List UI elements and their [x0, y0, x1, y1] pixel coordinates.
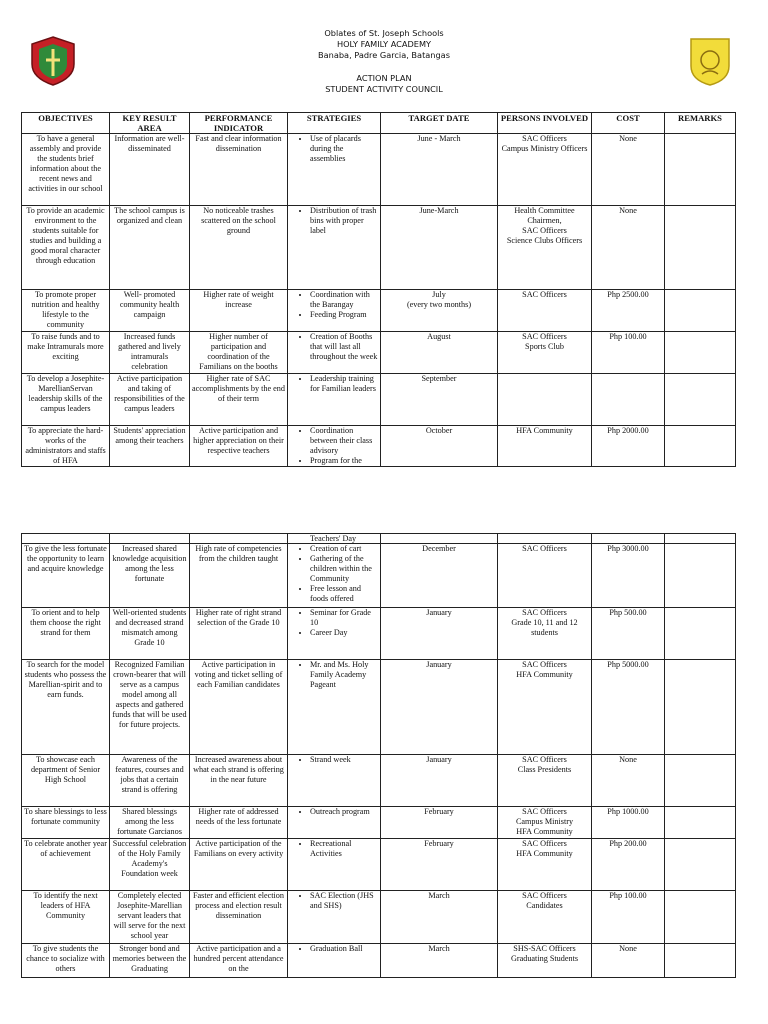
- table-row: [22, 839, 736, 891]
- performance-indicator-cell: Higher rate of SAC accomplishments by the end of their term: [190, 374, 288, 426]
- strategies-cell: [288, 944, 381, 978]
- strategy-item: • SAC Election (JHS and SHS): [310, 891, 378, 911]
- strategies-cell: [288, 332, 381, 374]
- person-line: HFA Community: [516, 849, 573, 858]
- person-line: Campus Ministry Officers: [501, 144, 588, 153]
- strategy-item: • Free lesson and foods offered: [310, 584, 378, 604]
- strategy-item: • Leadership training for Familian leaders: [310, 374, 378, 394]
- persons-involved-cell: [498, 755, 592, 807]
- date-line: December: [422, 544, 456, 553]
- strategies-cell: [288, 134, 381, 206]
- strategies-cell: [288, 544, 381, 608]
- cost-cell: None: [592, 134, 665, 206]
- target-date-cell: [381, 891, 498, 944]
- objective-cell: To provide an academic environment to the students suitable for studies and building a good moral character through education: [22, 206, 110, 290]
- person-line: Grade 10, 11 and 12 students: [511, 618, 578, 637]
- document-header: [0, 28, 768, 95]
- key-result-area-cell: Active participation and taking of responsibilities of the campus leaders: [110, 374, 190, 426]
- persons-involved-cell: [498, 660, 592, 755]
- performance-indicator-cell: Higher number of participation and coordination of the Familians on the booths: [190, 332, 288, 374]
- remarks-cell: [665, 332, 736, 374]
- person-line: SAC Officers: [522, 290, 567, 299]
- person-line: Health Committee Chairmen,: [514, 206, 575, 225]
- target-date-cell: [381, 755, 498, 807]
- strategy-item: • Feeding Program: [310, 310, 378, 320]
- performance-indicator-cell: Higher rate of right strand selection of the Grade 10: [190, 608, 288, 660]
- col-header: OBJECTIVES: [22, 113, 110, 134]
- cost-cell: [592, 374, 665, 426]
- date-line: January: [426, 608, 452, 617]
- performance-indicator-cell: High rate of competencies from the children taught: [190, 544, 288, 608]
- target-date-cell: [381, 660, 498, 755]
- school-name: HOLY FAMILY ACADEMY: [336, 39, 432, 49]
- strategies-cell: [288, 807, 381, 839]
- cost-cell: Php 100.00: [592, 332, 665, 374]
- person-line: HFA Community: [516, 827, 573, 836]
- strategy-item: • Gathering of the children within the Community: [310, 554, 378, 584]
- table-row: [22, 374, 736, 426]
- objective-cell: To identify the next leaders of HFA Community: [22, 891, 110, 944]
- objective-cell: To search for the model students who possess the Marellian-spirit and to earn funds.: [22, 660, 110, 755]
- date-line: June-March: [419, 206, 459, 215]
- date-line: February: [424, 839, 454, 848]
- school-seal-logo: [30, 36, 76, 86]
- person-line: SHS-SAC Officers: [513, 944, 576, 953]
- persons-involved-cell: [498, 608, 592, 660]
- cost-cell: Php 100.00: [592, 891, 665, 944]
- strategy-item: • Program for the: [310, 456, 378, 466]
- objective-cell: To appreciate the hard-works of the administrators and staffs of HFA: [22, 426, 110, 467]
- table-row: [22, 755, 736, 807]
- key-result-area-cell: Awareness of the features, courses and jobs that a certain strand is offering: [110, 755, 190, 807]
- objective-cell: To celebrate another year of achievement: [22, 839, 110, 891]
- org-name: Oblates of St. Joseph Schools: [324, 28, 444, 38]
- objective-cell: To raise funds and to make Intramurals more exciting: [22, 332, 110, 374]
- persons-involved-cell: [498, 374, 592, 426]
- cost-cell: Php 1000.00: [592, 807, 665, 839]
- remarks-cell: [665, 660, 736, 755]
- table-row: [22, 426, 736, 467]
- remarks-cell: [665, 755, 736, 807]
- date-line: October: [425, 426, 453, 435]
- strategy-item: • Mr. and Ms. Holy Family Academy Pageant: [310, 660, 378, 690]
- cost-cell: Php 2000.00: [592, 426, 665, 467]
- date-line: January: [426, 660, 452, 669]
- target-date-cell: [381, 332, 498, 374]
- person-line: SAC Officers: [522, 134, 567, 143]
- strategy-item: • Recreational Activities: [310, 839, 378, 859]
- date-line: March: [428, 944, 450, 953]
- person-line: SAC Officers: [522, 755, 567, 764]
- document-subtitle: STUDENT ACTIVITY COUNCIL: [325, 84, 443, 94]
- remarks-cell: [665, 426, 736, 467]
- person-line: SAC Officers: [522, 332, 567, 341]
- key-result-area-cell: Successful celebration of the Holy Family Academy's Foundation week: [110, 839, 190, 891]
- council-logo: [688, 36, 732, 86]
- remarks-cell: [665, 807, 736, 839]
- person-line: SAC Officers: [522, 660, 567, 669]
- cost-cell: None: [592, 206, 665, 290]
- cost-cell: Php 3000.00: [592, 544, 665, 608]
- target-date-cell: [381, 290, 498, 332]
- strategies-cell: [288, 206, 381, 290]
- remarks-cell: [665, 608, 736, 660]
- performance-indicator-cell: Fast and clear information dissemination: [190, 134, 288, 206]
- key-result-area-cell: Shared blessings among the less fortunate Garcianos: [110, 807, 190, 839]
- target-date-cell: [381, 944, 498, 978]
- performance-indicator-cell: Higher rate of weight increase: [190, 290, 288, 332]
- target-date-cell: [381, 426, 498, 467]
- key-result-area-cell: Recognized Familian crown-bearer that will serve as a campus model among all aspects and gathered funds that will be used for future projects.: [110, 660, 190, 755]
- cost-cell: Php 5000.00: [592, 660, 665, 755]
- table-row: [22, 134, 736, 206]
- strategy-item: • Strand week: [310, 755, 378, 765]
- remarks-cell: [665, 944, 736, 978]
- action-plan-table-page2: [21, 533, 736, 978]
- target-date-cell: [381, 374, 498, 426]
- action-plan-table-page1: [21, 112, 736, 467]
- objective-cell: To showcase each department of Senior High School: [22, 755, 110, 807]
- strategy-item: • Use of placards during the assemblies: [310, 134, 378, 164]
- person-line: SAC Officers: [522, 807, 567, 816]
- strategy-item: • Graduation Ball: [310, 944, 378, 954]
- key-result-area-cell: Stronger bond and memories between the Graduating: [110, 944, 190, 978]
- key-result-area-cell: Well- promoted community health campaign: [110, 290, 190, 332]
- persons-involved-cell: [498, 332, 592, 374]
- person-line: Class Presidents: [517, 765, 572, 774]
- objective-cell: To promote proper nutrition and healthy lifestyle to the community: [22, 290, 110, 332]
- table-row: [22, 544, 736, 608]
- key-result-area-cell: Students' appreciation among their teachers: [110, 426, 190, 467]
- cost-cell: None: [592, 755, 665, 807]
- cost-cell: None: [592, 944, 665, 978]
- persons-involved-cell: [498, 206, 592, 290]
- objective-cell: To orient and to help them choose the right strand for them: [22, 608, 110, 660]
- person-line: SAC Officers: [522, 608, 567, 617]
- person-line: Candidates: [526, 901, 563, 910]
- table-row: [22, 807, 736, 839]
- strategies-cell: [288, 660, 381, 755]
- continuation-row: [22, 534, 736, 544]
- strategies-cell: [288, 891, 381, 944]
- col-header: PERSONS INVOLVED: [498, 113, 592, 134]
- person-line: SAC Officers: [522, 839, 567, 848]
- school-address: Banaba, Padre Garcia, Batangas: [318, 50, 450, 60]
- col-header: STRATEGIES: [288, 113, 381, 134]
- target-date-cell: [381, 134, 498, 206]
- key-result-area-cell: Well-oriented students and decreased strand mismatch among Grade 10: [110, 608, 190, 660]
- document-title: ACTION PLAN: [356, 73, 412, 83]
- strategy-item: • Outreach program: [310, 807, 378, 817]
- person-line: Graduating Students: [510, 954, 579, 963]
- strategies-cell: [288, 374, 381, 426]
- key-result-area-cell: Completely elected Josephite-Marellian servant leaders that will serve for the next school year: [110, 891, 190, 944]
- remarks-cell: [665, 374, 736, 426]
- remarks-cell: [665, 134, 736, 206]
- performance-indicator-cell: Active participation and a hundred percent attendance on the: [190, 944, 288, 978]
- target-date-cell: [381, 608, 498, 660]
- table-row: [22, 660, 736, 755]
- date-line: January: [426, 755, 452, 764]
- date-line: August: [427, 332, 451, 341]
- table-header-row: [22, 113, 736, 134]
- person-line: SAC Officers: [522, 226, 567, 235]
- key-result-area-cell: The school campus is organized and clean: [110, 206, 190, 290]
- remarks-cell: [665, 839, 736, 891]
- persons-involved-cell: [498, 544, 592, 608]
- strategies-cell: [288, 608, 381, 660]
- date-line: March: [428, 891, 450, 900]
- table-row: [22, 608, 736, 660]
- strategy-item: • Seminar for Grade 10: [310, 608, 378, 628]
- date-line: (every two months): [406, 300, 472, 309]
- person-line: Science Clubs Officers: [506, 236, 583, 245]
- strategy-item: • Creation of cart: [310, 544, 378, 554]
- strategy-item: • Coordination with the Barangay: [310, 290, 378, 310]
- date-line: June - March: [417, 134, 461, 143]
- person-line: Campus Ministry: [515, 817, 574, 826]
- table-row: [22, 891, 736, 944]
- remarks-cell: [665, 891, 736, 944]
- remarks-cell: [665, 544, 736, 608]
- persons-involved-cell: [498, 839, 592, 891]
- objective-cell: To have a general assembly and provide the students brief information about the recent news and activities in our school: [22, 134, 110, 206]
- persons-involved-cell: [498, 807, 592, 839]
- persons-involved-cell: [498, 290, 592, 332]
- persons-involved-cell: [498, 944, 592, 978]
- key-result-area-cell: Increased funds gathered and lively intramurals celebration: [110, 332, 190, 374]
- strategies-cell: [288, 755, 381, 807]
- target-date-cell: [381, 206, 498, 290]
- remarks-cell: [665, 290, 736, 332]
- col-header: COST: [592, 113, 665, 134]
- col-header: KEY RESULT AREA: [110, 113, 190, 134]
- person-line: SAC Officers: [522, 891, 567, 900]
- strategy-item: • Creation of Booths that will last all throughout the week: [310, 332, 378, 362]
- objective-cell: To give students the chance to socialize with others: [22, 944, 110, 978]
- strategies-cell: [288, 426, 381, 467]
- person-line: HFA Community: [516, 670, 573, 679]
- person-line: SAC Officers: [522, 544, 567, 553]
- performance-indicator-cell: Increased awareness about what each strand is offering in the near future: [190, 755, 288, 807]
- target-date-cell: [381, 839, 498, 891]
- performance-indicator-cell: No noticeable trashes scattered on the school ground: [190, 206, 288, 290]
- persons-involved-cell: [498, 891, 592, 944]
- cost-cell: Php 200.00: [592, 839, 665, 891]
- table-row: [22, 944, 736, 978]
- person-line: HFA Community: [516, 426, 573, 435]
- strategy-item: • Distribution of trash bins with proper label: [310, 206, 378, 236]
- col-header: REMARKS: [665, 113, 736, 134]
- remarks-cell: [665, 206, 736, 290]
- key-result-area-cell: Increased shared knowledge acquisition among the less fortunate: [110, 544, 190, 608]
- performance-indicator-cell: Active participation of the Familians on every activity: [190, 839, 288, 891]
- performance-indicator-cell: Active participation in voting and ticket selling of each Familian candidates: [190, 660, 288, 755]
- performance-indicator-cell: Faster and efficient election process and election result dissemination: [190, 891, 288, 944]
- objective-cell: To develop a Josephite-MarellianServan leadership skills of the campus leaders: [22, 374, 110, 426]
- objective-cell: To give the less fortunate the opportunity to learn and acquire knowledge: [22, 544, 110, 608]
- persons-involved-cell: [498, 134, 592, 206]
- persons-involved-cell: [498, 426, 592, 467]
- table-row: [22, 290, 736, 332]
- performance-indicator-cell: Higher rate of addressed needs of the less fortunate: [190, 807, 288, 839]
- strategy-item: • Coordination between their class advisory: [310, 426, 378, 456]
- date-line: February: [424, 807, 454, 816]
- date-line: July: [432, 290, 446, 299]
- date-line: September: [421, 374, 457, 383]
- col-header: TARGET DATE: [381, 113, 498, 134]
- cost-cell: Php 2500.00: [592, 290, 665, 332]
- table-row: [22, 206, 736, 290]
- key-result-area-cell: Information are well-disseminated: [110, 134, 190, 206]
- strategies-cell: [288, 290, 381, 332]
- strategy-item: • Career Day: [310, 628, 378, 638]
- col-header: PERFORMANCE INDICATOR: [190, 113, 288, 134]
- target-date-cell: [381, 544, 498, 608]
- table-row: [22, 332, 736, 374]
- target-date-cell: [381, 807, 498, 839]
- continued-strategy-text: Teachers' Day: [288, 534, 381, 544]
- person-line: Sports Club: [525, 342, 564, 351]
- cost-cell: Php 500.00: [592, 608, 665, 660]
- strategies-cell: [288, 839, 381, 891]
- performance-indicator-cell: Active participation and higher appreciation on their respective teachers: [190, 426, 288, 467]
- objective-cell: To share blessings to less fortunate community: [22, 807, 110, 839]
